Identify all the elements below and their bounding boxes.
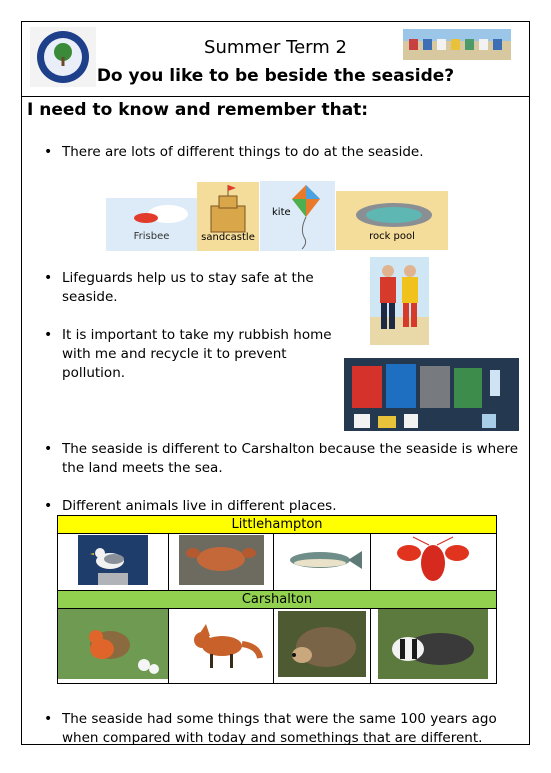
bullet-land-meets-sea: • The seaside is different to Carshalton because the seaside is where the land meets the sea. [62,440,528,478]
lifeguards-image [370,257,429,345]
robin-cell [58,609,169,684]
bullet-lifeguards: • Lifeguards help us to stay safe at the seaside. [62,269,362,307]
hedgehog-image [278,611,366,677]
know-heading: I need to know and remember that: [27,100,369,120]
rock-pool-label: rock pool [369,231,415,242]
animals-table [57,515,497,684]
crab-cell [169,534,274,591]
beach-huts-image [403,29,511,60]
topic-title: Do you like to be beside the seaside? [96,66,455,86]
fox-image [176,614,266,674]
kite-card [260,181,335,251]
rock-pool-card [336,191,448,250]
hedgehog-cell [274,609,371,684]
seagull-cell [58,534,169,591]
seagull-image [78,535,148,585]
term-title: Summer Term 2 [204,37,347,58]
worksheet [21,21,530,745]
bullet-animals: • Different animals live in different places. [62,497,482,516]
lobster-cell [370,534,496,591]
bullet-rubbish: • It is important to take my rubbish home with me and recycle it to prevent pollution. [62,326,342,383]
kite-label: kite [272,207,291,218]
crab-image [179,535,264,585]
fish-cell [274,534,371,591]
lobster-image [393,535,473,585]
badger-cell [370,609,496,684]
bullet-things-to-do: • There are lots of different things to do at the seaside. [62,143,482,162]
recycling-bins-image [344,358,519,431]
fox-cell [169,609,274,684]
frisbee-label: Frisbee [133,231,170,242]
frisbee-card [106,198,197,251]
sandcastle-label: sandcastle [201,232,255,243]
sandcastle-card [197,182,259,251]
littlehampton-header: Littlehampton [58,516,497,534]
robin-image [58,609,168,679]
fish-image [280,545,365,575]
header [22,22,529,97]
frisbee-icon [106,198,197,251]
bullet-100-years: • The seaside had some things that were the same 100 years ago when compared with today and somethings that are different. [62,710,528,748]
badger-image [378,609,488,679]
carshalton-header: Carshalton [58,591,497,609]
